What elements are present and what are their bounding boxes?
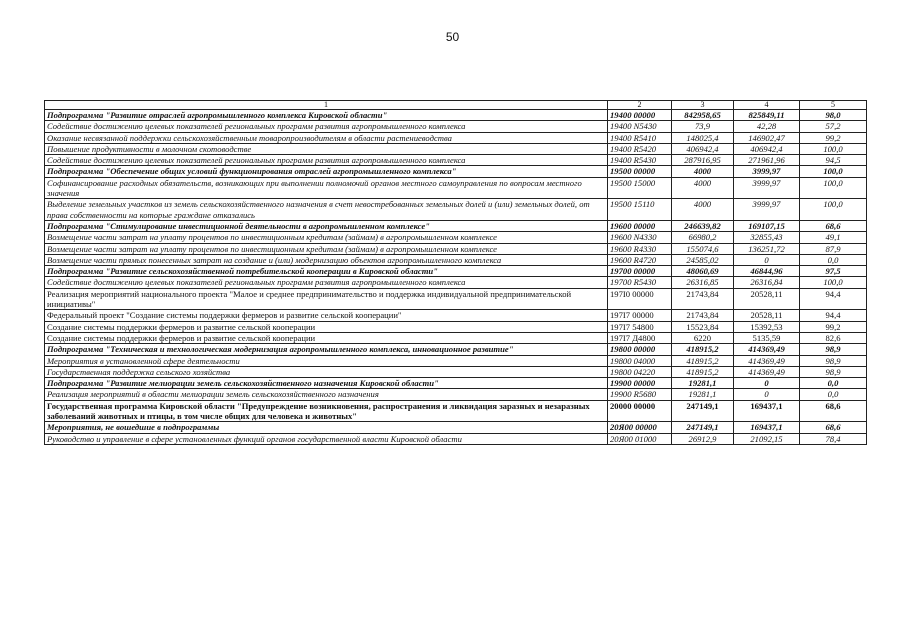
row-percent-cell: 0,0 — [800, 378, 867, 389]
row-plan-cell: 21743,84 — [672, 288, 734, 310]
row-code-cell: 20Я00 00000 — [608, 422, 672, 433]
row-plan-cell: 48060,69 — [672, 266, 734, 277]
table-row — [45, 389, 867, 400]
row-code-cell: 19400 R5410 — [608, 132, 672, 143]
row-plan-cell: 73,9 — [672, 121, 734, 132]
row-percent-cell: 100,0 — [800, 199, 867, 221]
table-row — [45, 132, 867, 143]
row-fact-cell: 414369,49 — [734, 355, 800, 366]
row-code-cell: 197I7 Д4800 — [608, 332, 672, 343]
table-row — [45, 110, 867, 121]
table-row — [45, 344, 867, 355]
row-name-cell: Государственная программа Кировской области "Предупреждение возникновения, распространения и ликвидация заразных и незаразных заболеваний животных и птицы, в том числе общих для человека и животных" — [45, 400, 608, 422]
table-row — [45, 220, 867, 231]
row-plan-cell: 4000 — [672, 166, 734, 177]
row-fact-cell: 406942,4 — [734, 143, 800, 154]
row-fact-cell: 414369,49 — [734, 344, 800, 355]
row-plan-cell: 155074,6 — [672, 243, 734, 254]
row-plan-cell: 66980,2 — [672, 232, 734, 243]
table-row — [45, 366, 867, 377]
table-row — [45, 321, 867, 332]
row-fact-cell: 42,28 — [734, 121, 800, 132]
row-plan-cell: 287916,95 — [672, 155, 734, 166]
row-code-cell: 197I7 00000 — [608, 310, 672, 321]
row-plan-cell: 24585,02 — [672, 254, 734, 265]
row-fact-cell: 136251,72 — [734, 243, 800, 254]
row-percent-cell: 87,9 — [800, 243, 867, 254]
row-name-cell: Мероприятия в установленной сфере деятельности — [45, 355, 608, 366]
table-row — [45, 121, 867, 132]
row-name-cell: Возмещение части прямых понесенных затрат на создание и (или) модернизацию объектов агропромышленного комплекса — [45, 254, 608, 265]
row-fact-cell: 0 — [734, 254, 800, 265]
column-header: 5 — [800, 101, 867, 110]
row-percent-cell: 100,0 — [800, 166, 867, 177]
row-plan-cell: 247149,1 — [672, 422, 734, 433]
table-row — [45, 422, 867, 433]
row-code-cell: 19600 R4330 — [608, 243, 672, 254]
row-fact-cell: 0 — [734, 389, 800, 400]
row-plan-cell: 246639,82 — [672, 220, 734, 231]
row-percent-cell: 98,9 — [800, 366, 867, 377]
row-code-cell: 19400 R5430 — [608, 155, 672, 166]
row-name-cell: Содействие достижению целевых показателей региональных программ развития агропромышленного комплекса — [45, 121, 608, 132]
row-plan-cell: 4000 — [672, 199, 734, 221]
row-fact-cell: 169107,15 — [734, 220, 800, 231]
row-name-cell: Подпрограмма "Развитие отраслей агропромышленного комплекса Кировской области" — [45, 110, 608, 121]
table-header-row — [45, 101, 867, 110]
row-fact-cell: 169437,1 — [734, 400, 800, 422]
table-row — [45, 232, 867, 243]
row-code-cell: 19500 00000 — [608, 166, 672, 177]
column-header: 4 — [734, 101, 800, 110]
row-fact-cell: 146902,47 — [734, 132, 800, 143]
row-fact-cell: 32855,43 — [734, 232, 800, 243]
row-percent-cell: 68,6 — [800, 400, 867, 422]
row-name-cell: Подпрограмма "Развитие мелиорации земель сельскохозяйственного назначения Кировской области" — [45, 378, 608, 389]
row-percent-cell: 99,2 — [800, 132, 867, 143]
row-name-cell: Создание системы поддержки фермеров и развитие сельской кооперации — [45, 332, 608, 343]
row-name-cell: Возмещение части затрат на уплату процентов по инвестиционным кредитам (займам) в агропромышленном комплексе — [45, 232, 608, 243]
row-percent-cell: 94,4 — [800, 288, 867, 310]
row-name-cell: Руководство и управление в сфере установленных функций органов государственной власти Кировской области — [45, 433, 608, 444]
row-code-cell: 19400 R5420 — [608, 143, 672, 154]
row-code-cell: 19500 15000 — [608, 177, 672, 199]
column-header: 3 — [672, 101, 734, 110]
row-fact-cell: 5135,59 — [734, 332, 800, 343]
row-fact-cell: 169437,1 — [734, 422, 800, 433]
row-name-cell: Оказание несвязанной поддержки сельскохозяйственным товаропроизводителям в области растениеводства — [45, 132, 608, 143]
table-row — [45, 332, 867, 343]
row-fact-cell: 15392,53 — [734, 321, 800, 332]
row-name-cell: Реализация мероприятий в области мелиорации земель сельскохозяйственного назначения — [45, 389, 608, 400]
row-code-cell: 19700 R5430 — [608, 277, 672, 288]
table-row — [45, 378, 867, 389]
table-row — [45, 166, 867, 177]
row-plan-cell: 842958,65 — [672, 110, 734, 121]
row-name-cell: Реализация мероприятий национального проекта "Малое и среднее предпринимательство и поддержка индивидуальной предпринимательской инициативы" — [45, 288, 608, 310]
row-plan-cell: 418915,2 — [672, 344, 734, 355]
table-row — [45, 243, 867, 254]
row-fact-cell: 0 — [734, 378, 800, 389]
column-header: 1 — [45, 101, 608, 110]
table-row — [45, 355, 867, 366]
row-plan-cell: 26316,85 — [672, 277, 734, 288]
row-percent-cell: 100,0 — [800, 177, 867, 199]
row-fact-cell: 414369,49 — [734, 366, 800, 377]
table-row — [45, 143, 867, 154]
row-code-cell: 19600 00000 — [608, 220, 672, 231]
row-percent-cell: 99,2 — [800, 321, 867, 332]
row-code-cell: 19800 04220 — [608, 366, 672, 377]
row-fact-cell: 21092,15 — [734, 433, 800, 444]
row-name-cell: Софинансирование расходных обязательств, возникающих при выполнении полномочий органов местного самоуправления по вопросам местного значения — [45, 177, 608, 199]
row-fact-cell: 46844,96 — [734, 266, 800, 277]
page-number: 50 — [445, 30, 460, 44]
table-body — [45, 110, 867, 445]
row-percent-cell: 94,4 — [800, 310, 867, 321]
row-percent-cell: 94,5 — [800, 155, 867, 166]
row-percent-cell: 100,0 — [800, 143, 867, 154]
row-name-cell: Федеральный проект "Создание системы поддержки фермеров и развитие сельской кооперации" — [45, 310, 608, 321]
row-name-cell: Создание системы поддержки фермеров и развитие сельской кооперации — [45, 321, 608, 332]
table-row — [45, 155, 867, 166]
table-row — [45, 310, 867, 321]
row-plan-cell: 19281,1 — [672, 389, 734, 400]
row-plan-cell: 148025,4 — [672, 132, 734, 143]
row-plan-cell: 406942,4 — [672, 143, 734, 154]
row-plan-cell: 418915,2 — [672, 355, 734, 366]
row-name-cell: Подпрограмма "Развитие сельскохозяйственной потребительской кооперации в Кировской области" — [45, 266, 608, 277]
table-row — [45, 433, 867, 444]
row-plan-cell: 15523,84 — [672, 321, 734, 332]
row-plan-cell: 247149,1 — [672, 400, 734, 422]
table-row — [45, 277, 867, 288]
row-percent-cell: 100,0 — [800, 277, 867, 288]
row-fact-cell: 20528,11 — [734, 310, 800, 321]
row-fact-cell: 3999,97 — [734, 177, 800, 199]
row-name-cell: Выделение земельных участков из земель сельскохозяйственного назначения в счет невостребованных земельных долей и (или) земельных долей, от права собственности на которые граждане отказались — [45, 199, 608, 221]
row-percent-cell: 82,6 — [800, 332, 867, 343]
row-name-cell: Государственная поддержка сельского хозяйства — [45, 366, 608, 377]
row-code-cell: 19800 00000 — [608, 344, 672, 355]
row-name-cell: Подпрограмма "Техническая и технологическая модернизация агропромышленного комплекса, инновационное развитие" — [45, 344, 608, 355]
row-name-cell: Мероприятия, не вошедшие в подпрограммы — [45, 422, 608, 433]
table-row — [45, 177, 867, 199]
row-name-cell: Повышение продуктивности в молочном скотоводстве — [45, 143, 608, 154]
row-name-cell: Подпрограмма "Обеспечение общих условий функционирования отраслей агропромышленного комплекса" — [45, 166, 608, 177]
row-percent-cell: 68,6 — [800, 422, 867, 433]
row-fact-cell: 271961,96 — [734, 155, 800, 166]
row-code-cell: 19900 00000 — [608, 378, 672, 389]
row-percent-cell: 49,1 — [800, 232, 867, 243]
row-percent-cell: 0,0 — [800, 254, 867, 265]
row-code-cell: 19500 15110 — [608, 199, 672, 221]
table-row — [45, 266, 867, 277]
row-plan-cell: 418915,2 — [672, 366, 734, 377]
row-name-cell: Содействие достижению целевых показателей региональных программ развития агропромышленного комплекса — [45, 155, 608, 166]
table-row — [45, 400, 867, 422]
row-code-cell: 197I7 54800 — [608, 321, 672, 332]
row-percent-cell: 98,9 — [800, 355, 867, 366]
row-code-cell: 19400 N5430 — [608, 121, 672, 132]
row-code-cell: 20000 00000 — [608, 400, 672, 422]
row-fact-cell: 26316,84 — [734, 277, 800, 288]
row-code-cell: 197I0 00000 — [608, 288, 672, 310]
table-row — [45, 254, 867, 265]
row-code-cell: 19400 00000 — [608, 110, 672, 121]
budget-table — [44, 100, 867, 445]
row-fact-cell: 20528,11 — [734, 288, 800, 310]
row-name-cell: Возмещение части затрат на уплату процентов по инвестиционным кредитам (займам) в агропромышленном комплексе — [45, 243, 608, 254]
row-percent-cell: 0,0 — [800, 389, 867, 400]
row-percent-cell: 98,9 — [800, 344, 867, 355]
row-code-cell: 19600 N4330 — [608, 232, 672, 243]
row-code-cell: 19700 00000 — [608, 266, 672, 277]
row-plan-cell: 19281,1 — [672, 378, 734, 389]
table-row — [45, 199, 867, 221]
row-percent-cell: 78,4 — [800, 433, 867, 444]
row-fact-cell: 825849,11 — [734, 110, 800, 121]
row-percent-cell: 97,5 — [800, 266, 867, 277]
row-name-cell: Содействие достижению целевых показателей региональных программ развития агропромышленного комплекса — [45, 277, 608, 288]
row-code-cell: 19600 R4720 — [608, 254, 672, 265]
column-header: 2 — [608, 101, 672, 110]
table-row — [45, 288, 867, 310]
row-code-cell: 19900 R5680 — [608, 389, 672, 400]
row-code-cell: 19800 04000 — [608, 355, 672, 366]
row-name-cell: Подпрограмма "Стимулирование инвестиционной деятельности в агропромышленном комплексе" — [45, 220, 608, 231]
row-percent-cell: 57,2 — [800, 121, 867, 132]
row-plan-cell: 26912,9 — [672, 433, 734, 444]
row-code-cell: 20Я00 01000 — [608, 433, 672, 444]
row-percent-cell: 98,0 — [800, 110, 867, 121]
row-plan-cell: 21743,84 — [672, 310, 734, 321]
row-fact-cell: 3999,97 — [734, 199, 800, 221]
row-fact-cell: 3999,97 — [734, 166, 800, 177]
row-plan-cell: 6220 — [672, 332, 734, 343]
row-plan-cell: 4000 — [672, 177, 734, 199]
row-percent-cell: 68,6 — [800, 220, 867, 231]
